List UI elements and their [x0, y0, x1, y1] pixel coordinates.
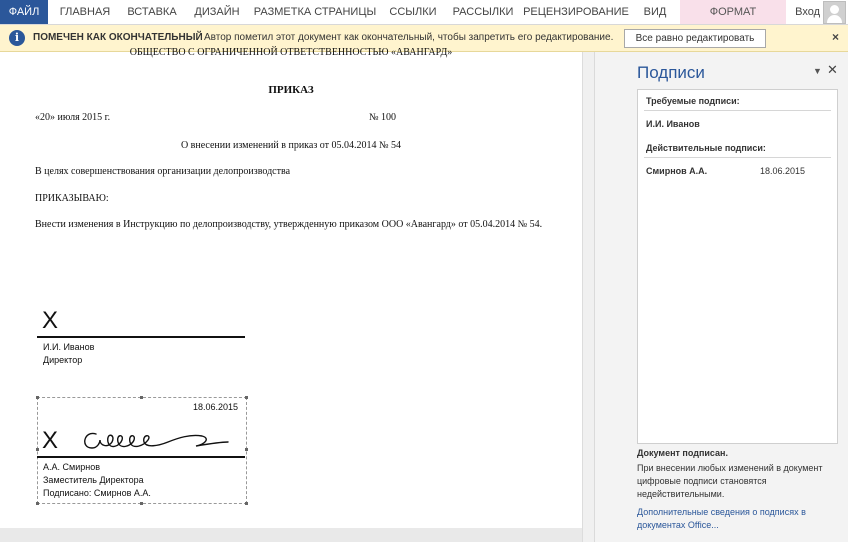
order-subject: О внесении изменений в приказ от 05.04.2014 № 54: [180, 140, 402, 151]
document-signed-heading: Документ подписан.: [637, 448, 728, 458]
tab-review[interactable]: РЕЦЕНЗИРОВАНИЕ: [523, 6, 629, 18]
tab-file[interactable]: ФАЙЛ: [0, 0, 48, 24]
tab-page-layout[interactable]: РАЗМЕТКА СТРАНИЦЫ: [253, 6, 377, 18]
document-title: ПРИКАЗ: [268, 84, 314, 96]
info-icon: i: [9, 30, 25, 46]
signatures-pane: [594, 52, 848, 542]
valid-signature-date: 18.06.2015: [760, 166, 806, 176]
signature-list: [637, 89, 838, 444]
required-signatures-heading: Требуемые подписи:: [646, 96, 740, 106]
signature-line-smirnov: [37, 456, 245, 458]
avatar-icon[interactable]: [823, 1, 846, 24]
paragraph-order: ПРИКАЗЫВАЮ:: [35, 193, 109, 204]
signature-date: 18.06.2015: [193, 402, 239, 412]
order-number: № 100: [369, 112, 397, 123]
tab-references[interactable]: ССЫЛКИ: [389, 6, 437, 18]
organization-name: ОБЩЕСТВО С ОГРАНИЧЕННОЙ ОТВЕТСТВЕННОСТЬЮ «АВАНГАРД»: [129, 47, 453, 58]
signature-line-ivanov[interactable]: [37, 336, 245, 338]
message-bar-text: Автор пометил этот документ как окончательный, чтобы запретить его редактирование.: [204, 32, 614, 43]
tab-home[interactable]: ГЛАВНАЯ: [59, 6, 111, 18]
signature-x-mark: X: [42, 307, 59, 334]
tab-insert[interactable]: ВСТАВКА: [127, 6, 177, 18]
message-bar-title: ПОМЕЧЕН КАК ОКОНЧАТЕЛЬНЫЙ: [33, 32, 203, 43]
signer-position-ivanov: Директор: [43, 355, 83, 365]
ribbon-tab-bar: [0, 0, 848, 25]
signer-name-ivanov: И.И. Иванов: [43, 342, 95, 352]
paragraph-purpose: В целях совершенствования организации делопроизводства: [35, 166, 291, 177]
divider: [644, 110, 831, 111]
signer-name-smirnov: А.А. Смирнов: [43, 462, 100, 472]
valid-signatures-heading: Действительные подписи:: [646, 143, 766, 153]
valid-signature-name[interactable]: Смирнов А.А.: [646, 166, 708, 176]
pane-title: Подписи: [637, 63, 705, 82]
signer-position-smirnov: Заместитель Директора: [43, 475, 144, 485]
handwritten-signature: [78, 420, 238, 456]
tab-view[interactable]: ВИД: [643, 6, 667, 18]
signature-x-mark: X: [42, 427, 59, 454]
tab-mailings[interactable]: РАССЫЛКИ: [452, 6, 514, 18]
document-area: [0, 47, 594, 542]
sign-in-link[interactable]: Вход: [795, 6, 820, 18]
close-icon[interactable]: ×: [831, 30, 839, 44]
required-signature-item[interactable]: И.И. Иванов: [646, 119, 700, 129]
document-signed-text: При внесении любых изменений в документ цифровые подписи становятся недействительными.: [637, 463, 823, 499]
signatures-info-link[interactable]: Дополнительные сведения о подписях в документах Office...: [637, 507, 806, 530]
order-date: «20» июля 2015 г.: [35, 112, 111, 123]
edit-anyway-button[interactable]: Все равно редактировать: [624, 29, 766, 48]
divider: [644, 157, 831, 158]
tab-design[interactable]: ДИЗАЙН: [194, 6, 240, 18]
paragraph-instruction: Внести изменения в Инструкцию по делопроизводству, утвержденную приказом ООО «Авангард» от 05.04.2014 № 54.: [35, 219, 543, 230]
document-page: [0, 47, 582, 528]
tab-format[interactable]: ФОРМАТ: [680, 0, 786, 24]
chevron-down-icon[interactable]: ▼: [813, 66, 822, 76]
close-icon[interactable]: ✕: [827, 62, 838, 77]
signed-by-text: Подписано: Смирнов А.А.: [43, 488, 151, 498]
